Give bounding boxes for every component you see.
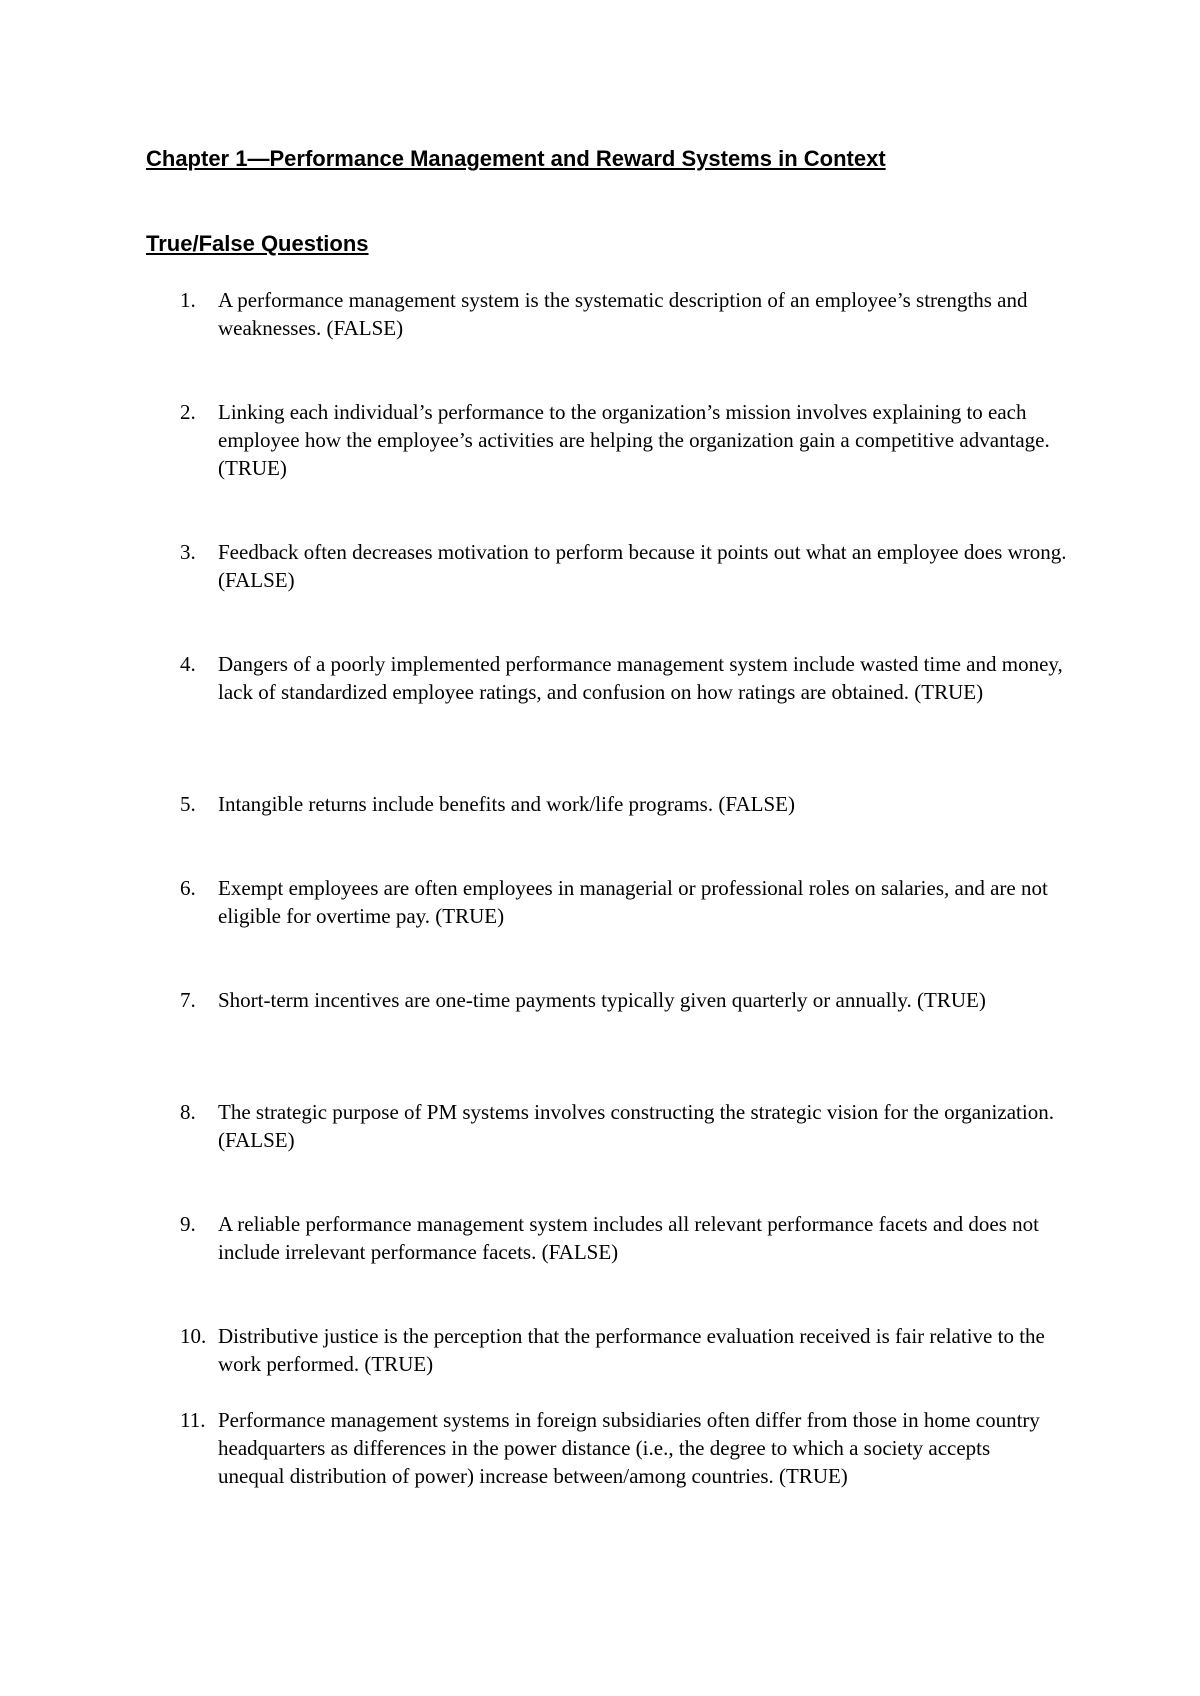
question-text: A performance management system is the systematic description of an employee’s strengths and weaknesses. (FALSE) bbox=[218, 288, 1028, 340]
question-item bbox=[180, 790, 1080, 818]
question-number: 2. bbox=[180, 400, 196, 424]
question-number: 7. bbox=[180, 988, 196, 1012]
question-text: Distributive justice is the perception that the performance evaluation received is fair relative to the work performed. (TRUE) bbox=[218, 1324, 1045, 1376]
question-item bbox=[180, 286, 1080, 342]
question-text: Intangible returns include benefits and work/life programs. (FALSE) bbox=[218, 792, 795, 816]
chapter-title: Chapter 1—Performance Management and Reward Systems in Context bbox=[146, 146, 886, 171]
question-number: 8. bbox=[180, 1100, 196, 1124]
question-number: 9. bbox=[180, 1212, 196, 1236]
question-item bbox=[180, 538, 1080, 594]
question-item bbox=[180, 1210, 1080, 1266]
question-item bbox=[180, 650, 1080, 706]
question-text: Dangers of a poorly implemented performance management system include wasted time and money, lack of standardized employee ratings, and confusion on how ratings are obtained. (TRUE) bbox=[218, 652, 1063, 704]
question-text: Feedback often decreases motivation to perform because it points out what an employee does wrong. (FALSE) bbox=[218, 540, 1067, 592]
question-text: The strategic purpose of PM systems involves constructing the strategic vision for the organization. (FALSE) bbox=[218, 1100, 1054, 1152]
question-item bbox=[180, 986, 1080, 1014]
question-text: A reliable performance management system includes all relevant performance facets and does not include irrelevant performance facets. (FALSE) bbox=[218, 1212, 1039, 1264]
question-text: Exempt employees are often employees in managerial or professional roles on salaries, and are not eligible for overtime pay. (TRUE) bbox=[218, 876, 1048, 928]
question-number: 3. bbox=[180, 540, 196, 564]
question-item bbox=[180, 874, 1080, 930]
question-item bbox=[180, 1322, 1080, 1378]
section-heading: True/False Questions bbox=[146, 231, 369, 256]
question-number: 10. bbox=[180, 1324, 207, 1348]
question-number: 1. bbox=[180, 288, 196, 312]
question-number: 6. bbox=[180, 876, 196, 900]
question-number: 5. bbox=[180, 792, 196, 816]
question-number: 11. bbox=[180, 1408, 206, 1432]
question-item bbox=[180, 398, 1080, 482]
question-text: Linking each individual’s performance to the organization’s mission involves explaining to each employee how the employee’s activities are helping the organization gain a competitive advantage. (TRUE) bbox=[218, 400, 1050, 480]
question-item bbox=[180, 1098, 1080, 1154]
question-text: Performance management systems in foreign subsidiaries often differ from those in home country headquarters as differences in the power distance (i.e., the degree to which a society accepts unequal distribution of power) increase between/among countries. (TRUE) bbox=[218, 1408, 1040, 1488]
question-number: 4. bbox=[180, 652, 196, 676]
question-text: Short-term incentives are one-time payments typically given quarterly or annually. (TRUE) bbox=[218, 988, 986, 1012]
question-item bbox=[180, 1406, 1060, 1490]
